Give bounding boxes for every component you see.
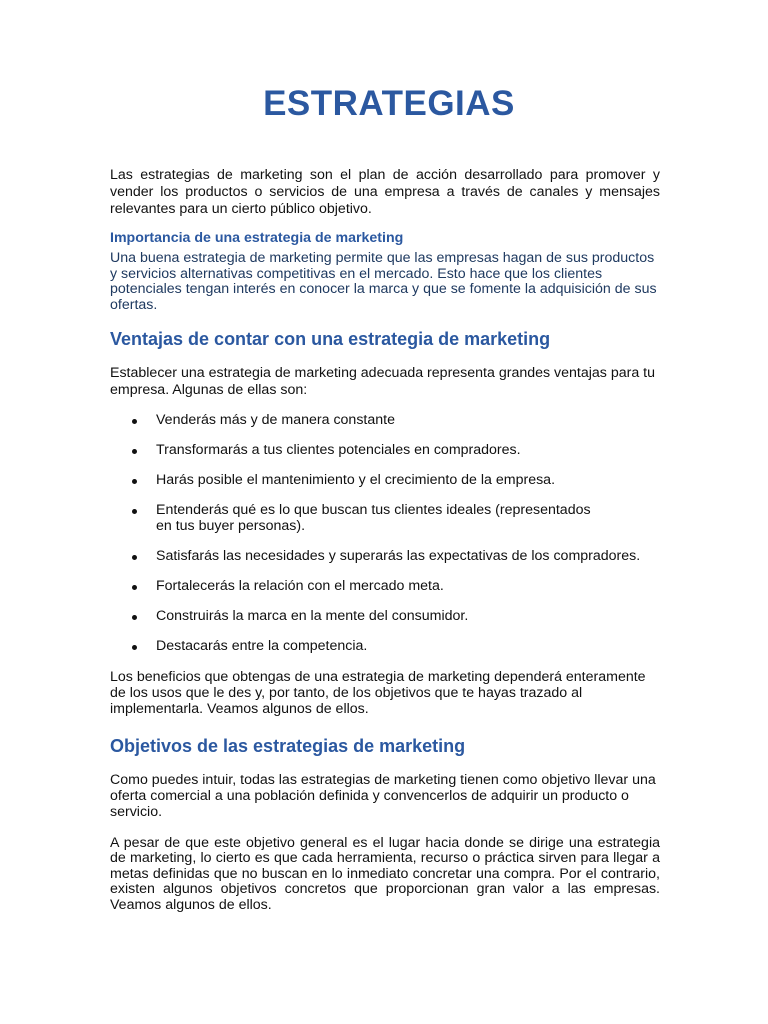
ventajas-heading: Ventajas de contar con una estrategia de marketing bbox=[110, 329, 551, 349]
list-item bbox=[110, 549, 660, 565]
list-item bbox=[110, 579, 660, 595]
list-item bbox=[110, 473, 660, 489]
objetivos-paragraph-1: Como puedes intuir, todas las estrategias de marketing tienen como objetivo llevar una oferta comercial a una población definida y convencerlos de adquirir un producto o servicio. bbox=[110, 771, 656, 820]
bullet-icon bbox=[132, 615, 137, 620]
list-item-text: Destacarás entre la competencia. bbox=[156, 637, 368, 654]
bullet-icon bbox=[132, 419, 137, 424]
list-item-text: Venderás más y de manera constante bbox=[156, 412, 395, 428]
list-item-text: Transformarás a tus clientes potenciales en compradores. bbox=[156, 442, 521, 458]
importance-paragraph: Una buena estrategia de marketing permite que las empresas hagan de sus productos y servicios alternativas competitivas en el mercado. Esto hace que los clientes potenciales tengan interés en conocer la marca y que se fomente la adquisición de sus ofertas. bbox=[110, 250, 657, 313]
document-title: ESTRATEGIAS bbox=[263, 84, 515, 123]
list-item-text: Fortalecerás la relación con el mercado meta. bbox=[156, 577, 444, 594]
bullet-icon bbox=[132, 509, 137, 514]
intro-paragraph: Las estrategias de marketing son el plan de acción desarrollado para promover y vender los productos o servicios de una empresa a través de canales y mensajes relevantes para un cierto público objetivo. bbox=[110, 167, 660, 217]
list-item-text: Harás posible el mantenimiento y el crecimiento de la empresa. bbox=[156, 472, 556, 488]
ventajas-list bbox=[110, 413, 660, 654]
objetivos-heading: Objetivos de las estrategias de marketing bbox=[110, 735, 466, 756]
list-item bbox=[110, 443, 660, 459]
beneficios-paragraph: Los beneficios que obtengas de una estrategia de marketing dependerá enteramente de los usos que le des y, por tanto, de los objetivos que te hayas trazado al implementarla. Veamos algunos de ellos. bbox=[110, 668, 646, 717]
objetivos-paragraph-2: A pesar de que este objetivo general es el lugar hacia donde se dirige una estrategia de marketing, lo cierto es que cada herramienta, recurso o práctica sirven para llegar a metas definidas que no buscan en lo inmediato concretar una compra. Por el contrario, existen algunos objetivos concretos que proporcionan gran valor a las empresas. Veamos algunos de ellos. bbox=[110, 834, 660, 913]
list-item bbox=[110, 413, 660, 429]
document-content bbox=[110, 167, 660, 913]
bullet-icon bbox=[132, 479, 137, 484]
importance-heading: Importancia de una estrategia de marketing bbox=[110, 230, 404, 246]
list-item bbox=[110, 609, 660, 625]
bullet-icon bbox=[132, 449, 137, 454]
list-item-text: Entenderás qué es lo que buscan tus clientes ideales (representados en tus buyer personas). bbox=[156, 502, 591, 534]
list-item bbox=[110, 639, 660, 655]
list-item-text: Construirás la marca en la mente del consumidor. bbox=[156, 607, 469, 624]
ventajas-intro-paragraph: Establecer una estrategia de marketing adecuada representa grandes ventajas para tu empresa. Algunas de ellas son: bbox=[110, 365, 655, 398]
bullet-icon bbox=[132, 555, 137, 560]
list-item bbox=[110, 503, 660, 534]
bullet-icon bbox=[132, 585, 137, 590]
list-item-text: Satisfarás las necesidades y superarás las expectativas de los compradores. bbox=[156, 547, 641, 564]
bullet-icon bbox=[132, 645, 137, 650]
